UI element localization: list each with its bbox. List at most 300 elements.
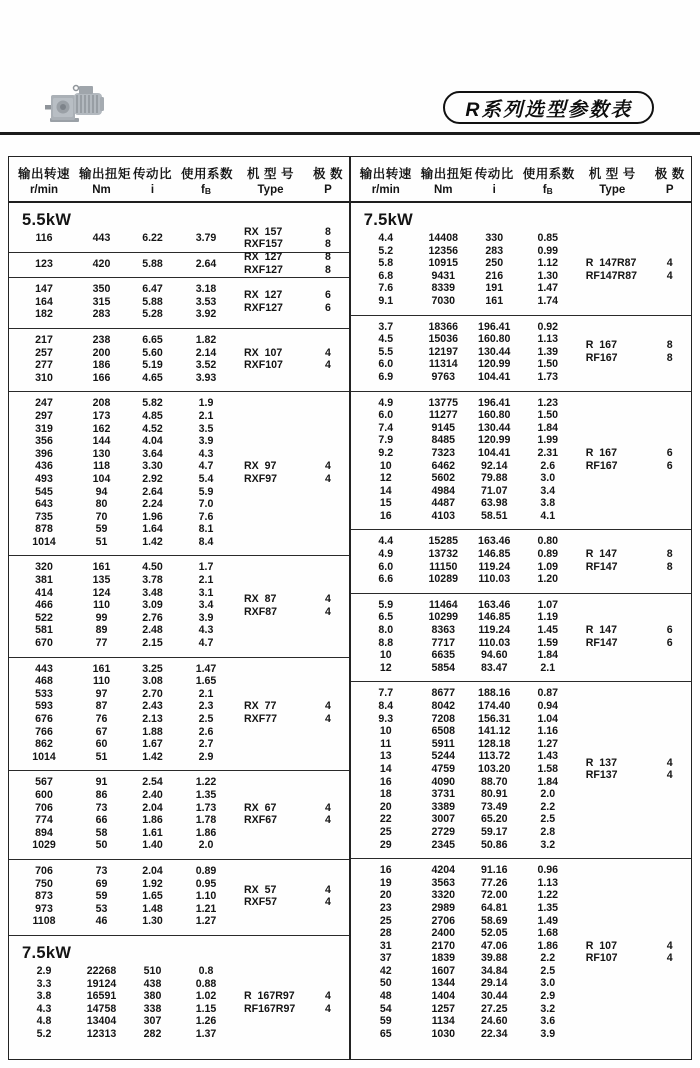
ratio-cell: 130.44 [478,421,511,434]
output-torque-cell: 1257 [431,1002,456,1015]
output-speed-cell: 4.4 [378,232,394,244]
service-factor-cell: 1.73 [537,370,559,383]
type-block [231,965,346,1041]
ratio-cell: 91.16 [480,864,508,877]
service-factor-cell: 4.3 [198,624,214,637]
ratio-cell: 196.41 [478,320,511,333]
parameter-table [8,156,692,1060]
service-factor-cell: 2.3 [198,700,214,713]
output-torque-cell: 13404 [86,1015,117,1028]
service-factor-cell: 3.9 [198,435,214,448]
output-speed-cell: 16 [379,775,392,788]
output-speed-cell: 7.6 [378,282,394,295]
pole-number-value: 4 [325,883,331,896]
ratio-cell: 2.04 [142,864,163,877]
ratio-cell: 72.00 [480,889,508,902]
output-speed-cell: 4.4 [378,535,394,548]
output-torque-cell: 162 [92,422,111,435]
model-type-value: R 147R87 [585,257,637,270]
output-torque-cell: 2989 [431,901,456,914]
model-type-value: RX 127 [244,251,283,264]
service-factor-cell: 2.31 [537,446,559,459]
ratio-cell: 2.64 [142,485,163,498]
output-torque-cell: 50 [95,839,108,852]
service-factor-cell: 0.89 [195,864,217,877]
service-factor-cell: 0.88 [195,977,217,990]
ratio-cell: 5.82 [142,397,163,410]
col-speed-label: 输出转速 [17,167,70,181]
model-type-value: RXF97 [244,472,277,485]
output-torque-cell: 1134 [431,1015,455,1028]
type-line [231,251,346,264]
col-ratio-label: 传动比 [474,167,514,181]
output-torque-cell: 4984 [431,484,456,497]
service-factor-cell: 2.5 [198,713,214,725]
pole-number-value: 4 [325,801,331,814]
output-torque-cell: 59 [95,523,108,536]
output-torque-cell: 46 [95,915,108,928]
output-speed-cell: 7.4 [378,421,394,434]
ratio-cell: 163.46 [478,535,511,548]
output-speed-cell: 5.8 [378,257,394,270]
service-factor-cell: 1.84 [537,775,559,788]
output-speed-cell: 676 [35,713,53,725]
type-line [573,257,688,270]
output-speed-cell: 7.7 [378,687,394,700]
output-torque-cell: 7208 [431,712,456,725]
output-torque-cell: 73 [95,864,108,877]
output-torque-cell: 350 [92,283,111,296]
output-speed-cell: 320 [35,561,53,574]
output-torque-cell: 86 [95,788,108,801]
output-speed-cell: 533 [35,687,53,700]
service-factor-cell: 1.82 [195,333,217,346]
output-torque-cell: 283 [92,308,111,321]
section-rows [351,687,691,851]
output-speed-cell: 20 [379,800,392,813]
section-rows [9,283,349,321]
output-speed-cell: 873 [35,890,53,903]
ratio-cell: 52.05 [480,927,508,940]
output-torque-cell: 9431 [431,269,456,282]
output-speed-cell: 5.9 [378,598,394,611]
model-type-value: RX 67 [244,801,277,814]
table-section [351,858,691,1047]
output-torque-cell: 73 [95,801,108,814]
type-line [231,347,346,360]
ratio-cell: 3.25 [142,662,163,675]
col-torque-unit: Nm [433,184,453,196]
service-factor-cell: 3.79 [195,232,217,244]
output-speed-cell: 319 [35,422,53,435]
col-factor-unit: fB [542,184,553,196]
output-speed-cell: 750 [35,877,53,890]
service-factor-cell: 3.6 [540,1015,556,1028]
ratio-cell: 307 [143,1015,162,1028]
output-torque-cell: 4090 [431,775,456,788]
output-speed-cell: 468 [35,675,53,688]
service-factor-cell: 1.20 [537,573,559,586]
output-torque-cell: 7030 [431,294,456,307]
output-speed-cell: 9.3 [378,712,394,725]
output-speed-cell: 706 [35,801,53,814]
ratio-cell: 113.72 [478,750,511,763]
section-rows [351,397,691,523]
table-section [9,859,349,935]
output-speed-cell: 6.8 [378,269,394,282]
output-torque-cell: 16591 [86,990,117,1003]
left-table [9,157,349,1059]
service-factor-cell: 0.85 [537,232,559,244]
output-torque-cell: 238 [92,333,111,346]
model-type-value: RX 57 [244,883,277,896]
section-rows [351,535,691,585]
type-line [573,952,688,965]
col-type-label: 机 型 号 [588,167,636,181]
output-torque-cell: 2706 [431,914,456,927]
ratio-cell: 1.48 [142,902,163,915]
ratio-cell: 146.85 [478,548,511,561]
ratio-cell: 5.60 [142,346,163,359]
output-speed-cell: 257 [35,346,53,359]
pole-number-value: 4 [325,592,331,605]
output-torque-cell: 10299 [428,611,458,624]
service-factor-cell: 2.5 [540,813,556,826]
output-speed-cell: 277 [35,359,53,372]
output-torque-cell: 208 [92,397,111,410]
service-factor-cell: 1.19 [537,611,559,624]
service-factor-cell: 3.2 [540,1002,556,1015]
table-section [9,203,349,252]
output-torque-cell: 200 [92,346,111,359]
ratio-cell: 1.30 [142,915,163,928]
type-block [573,535,688,585]
output-speed-cell: 217 [35,333,53,346]
output-torque-cell: 420 [92,257,111,270]
output-torque-cell: 99 [95,611,108,624]
output-speed-cell: 643 [35,498,53,511]
ratio-cell: 104.41 [478,446,511,459]
section-rows [9,561,349,649]
ratio-cell: 110.03 [478,573,511,586]
ratio-cell: 196.41 [478,396,511,409]
output-torque-cell: 22268 [86,964,117,977]
pole-number-value: 4 [325,700,331,713]
output-speed-cell: 670 [35,637,53,650]
pole-number-value: 8 [666,560,673,573]
type-line [231,264,346,277]
service-factor-cell: 1.12 [537,257,559,270]
gear-motor-image [44,82,114,128]
type-line [231,593,346,606]
col-pole-unit: P [665,184,674,196]
service-factor-cell: 3.8 [540,497,556,510]
output-speed-cell: 4.9 [378,548,394,561]
service-factor-cell: 1.99 [537,434,559,447]
pole-number-value: 4 [325,896,331,909]
output-torque-cell: 6635 [431,649,456,662]
type-block [231,561,346,649]
col-factor-label: 使用系数 [522,167,575,181]
service-factor-cell: 1.07 [537,598,559,611]
ratio-cell: 1.42 [142,750,163,763]
ratio-cell: 64.81 [480,901,508,914]
ratio-cell: 5.19 [142,359,163,372]
ratio-cell: 119.24 [478,560,511,573]
col-speed-unit: r/min [29,184,59,196]
output-torque-cell: 13732 [428,548,458,561]
output-torque-cell: 8485 [431,434,456,447]
output-speed-cell: 3.8 [36,990,52,1003]
output-speed-cell: 5.2 [378,244,394,257]
service-factor-cell: 1.50 [537,409,559,422]
ratio-cell: 2.15 [142,637,163,650]
ratio-cell: 5.88 [142,257,163,270]
ratio-cell: 2.13 [142,713,163,725]
output-torque-cell: 1404 [431,990,456,1003]
output-torque-cell: 5602 [431,472,456,485]
output-torque-cell: 5854 [431,661,456,674]
ratio-cell: 2.24 [142,498,163,511]
output-torque-cell: 66 [95,814,108,827]
service-factor-cell: 7.6 [198,510,214,523]
type-line [231,238,346,251]
ratio-cell: 2.43 [142,700,163,713]
service-factor-cell: 2.6 [198,725,214,738]
header-rule [0,132,700,135]
output-torque-cell: 8339 [431,282,456,295]
section-rows [9,865,349,928]
pole-number-value: 8 [666,339,673,352]
output-torque-cell: 19124 [86,977,117,990]
output-speed-cell: 182 [35,308,53,321]
ratio-cell: 2.70 [142,687,163,700]
pole-number-value: 6 [325,289,331,302]
section-rows [9,663,349,764]
output-torque-cell: 9145 [431,421,456,434]
output-speed-cell: 862 [35,738,53,751]
output-torque-cell: 2400 [431,927,456,940]
output-torque-cell: 69 [95,877,108,890]
output-speed-cell: 25 [379,914,392,927]
section-rows [9,397,349,548]
service-factor-cell: 2.64 [195,257,217,270]
ratio-cell: 282 [143,1027,162,1040]
type-block [231,225,346,251]
pole-number-value: 4 [666,269,673,282]
output-torque-cell: 7717 [431,636,456,649]
table-section [9,391,349,555]
output-torque-cell: 161 [92,662,111,675]
service-factor-cell: 1.39 [537,345,559,358]
service-factor-cell: 2.0 [198,839,214,852]
output-speed-cell: 48 [379,990,392,1003]
ratio-cell: 160.80 [478,333,511,346]
model-type-value: RXF87 [244,605,277,618]
output-torque-cell: 13775 [428,396,458,409]
output-speed-cell: 7.9 [378,434,394,447]
type-line [231,814,346,827]
ratio-cell: 120.99 [478,434,511,447]
col-type-unit: Type [257,184,284,196]
service-factor-cell: 1.59 [537,636,559,649]
service-factor-cell: 1.43 [537,750,559,763]
service-factor-cell: 2.5 [540,964,556,977]
ratio-cell: 2.76 [142,611,163,624]
output-speed-cell: 22 [379,813,392,826]
power-rating-title: 7.5kW [22,943,72,962]
output-torque-cell: 118 [92,460,111,473]
type-block [231,251,346,276]
section-rows [9,776,349,852]
output-torque-cell: 8363 [431,624,456,637]
output-torque-cell: 7323 [431,446,456,459]
service-factor-cell: 4.7 [198,460,214,473]
service-factor-cell: 3.92 [195,308,217,321]
output-speed-cell: 3.7 [378,320,394,333]
service-factor-cell: 1.78 [195,814,217,827]
ratio-cell: 4.65 [142,371,163,384]
service-factor-cell: 1.73 [195,801,217,814]
type-line [573,339,688,352]
type-line [573,769,688,782]
output-torque-cell: 70 [95,510,108,523]
ratio-cell: 2.04 [142,801,163,814]
output-torque-cell: 9763 [431,370,456,383]
ratio-cell: 39.88 [480,952,508,965]
col-speed-label: 输出转速 [359,167,412,181]
ratio-cell: 5.28 [142,308,163,321]
type-block [573,232,688,308]
service-factor-cell: 1.23 [537,396,559,409]
ratio-cell: 103.20 [478,762,511,775]
model-type-value: R 147 [585,548,617,561]
model-type-value: RF107 [585,952,618,965]
type-line [231,289,346,302]
table-section [351,681,691,858]
output-speed-cell: 381 [35,574,53,587]
ratio-cell: 380 [143,990,162,1003]
output-speed-cell: 23 [379,901,392,914]
right-table-body [351,203,691,1047]
output-speed-cell: 894 [35,826,53,839]
table-section [9,555,349,656]
model-type-value: R 167R97 [244,990,295,1003]
output-torque-cell: 186 [92,359,111,372]
output-torque-cell: 6462 [431,459,456,472]
output-torque-cell: 104 [92,472,111,485]
service-factor-cell: 1.09 [537,560,559,573]
output-torque-cell: 12197 [428,345,458,358]
pole-number-value: 6 [666,446,673,459]
model-type-value: RXF57 [244,896,277,909]
service-factor-cell: 1.35 [195,788,217,801]
output-speed-cell: 6.0 [378,409,394,422]
output-torque-cell: 4487 [431,497,456,510]
model-type-value: RXF157 [244,238,283,251]
model-type-value: RF147R87 [585,269,637,282]
ratio-cell: 29.14 [480,977,508,990]
output-speed-cell: 12 [379,472,392,485]
ratio-cell: 161 [485,294,504,307]
service-factor-cell: 3.4 [198,599,214,612]
output-torque-cell: 76 [95,713,108,725]
service-factor-cell: 2.6 [540,459,556,472]
ratio-cell: 191 [485,282,504,295]
model-type-value: RF147 [585,560,618,573]
output-speed-cell: 16 [379,509,392,522]
output-torque-cell: 89 [95,624,108,637]
ratio-cell: 80.91 [480,788,508,801]
service-factor-cell: 4.7 [198,637,214,650]
service-factor-cell: 2.2 [540,952,556,965]
output-speed-cell: 6.0 [378,560,394,573]
ratio-cell: 283 [485,244,504,257]
ratio-cell: 1.86 [142,814,163,827]
table-section [9,935,349,1048]
table-section [9,277,349,328]
ratio-cell: 83.47 [480,661,508,674]
output-torque-cell: 3007 [431,813,456,826]
output-torque-cell: 12356 [428,244,458,257]
ratio-cell: 1.61 [142,826,163,839]
ratio-cell: 59.17 [480,825,508,838]
type-block [231,283,346,321]
type-line [573,548,688,561]
service-factor-cell: 1.74 [537,294,559,307]
output-speed-cell: 54 [379,1002,392,1015]
model-type-value: RX 107 [244,346,283,359]
pole-number-value: 4 [325,472,331,485]
ratio-cell: 1.67 [142,738,163,751]
service-factor-cell: 3.9 [540,1027,556,1040]
output-torque-cell: 110 [92,599,111,612]
output-speed-cell: 10 [379,649,392,662]
service-factor-cell: 2.0 [540,788,556,801]
output-torque-cell: 4204 [431,864,456,877]
model-type-value: R 167 [585,446,617,459]
ratio-cell: 1.92 [142,877,163,890]
service-factor-cell: 1.22 [195,776,217,789]
output-speed-cell: 50 [379,977,392,990]
output-torque-cell: 2345 [431,838,456,851]
pole-number-value: 4 [325,814,331,827]
output-speed-cell: 522 [35,611,53,624]
type-block [231,334,346,384]
ratio-cell: 5.88 [142,295,163,308]
service-factor-cell: 1.13 [537,876,559,889]
ratio-cell: 88.70 [480,775,508,788]
ratio-cell: 58.51 [480,509,508,522]
output-torque-cell: 67 [95,725,108,738]
ratio-cell: 2.48 [142,624,163,637]
service-factor-cell: 1.84 [537,421,559,434]
output-torque-cell: 166 [92,371,111,384]
type-line [231,359,346,372]
pole-number-value: 6 [666,459,673,472]
service-factor-cell: 3.93 [195,371,217,384]
service-factor-cell: 4.1 [540,509,556,522]
type-line [231,606,346,619]
ratio-cell: 71.07 [480,484,508,497]
ratio-cell: 1.88 [142,725,163,738]
pole-number-value: 4 [666,939,673,952]
output-torque-cell: 4759 [431,762,456,775]
series-title-badge: R系列选型参数表 [443,91,654,124]
output-speed-cell: 28 [379,927,392,940]
output-torque-cell: 443 [92,232,111,244]
type-block [231,663,346,764]
